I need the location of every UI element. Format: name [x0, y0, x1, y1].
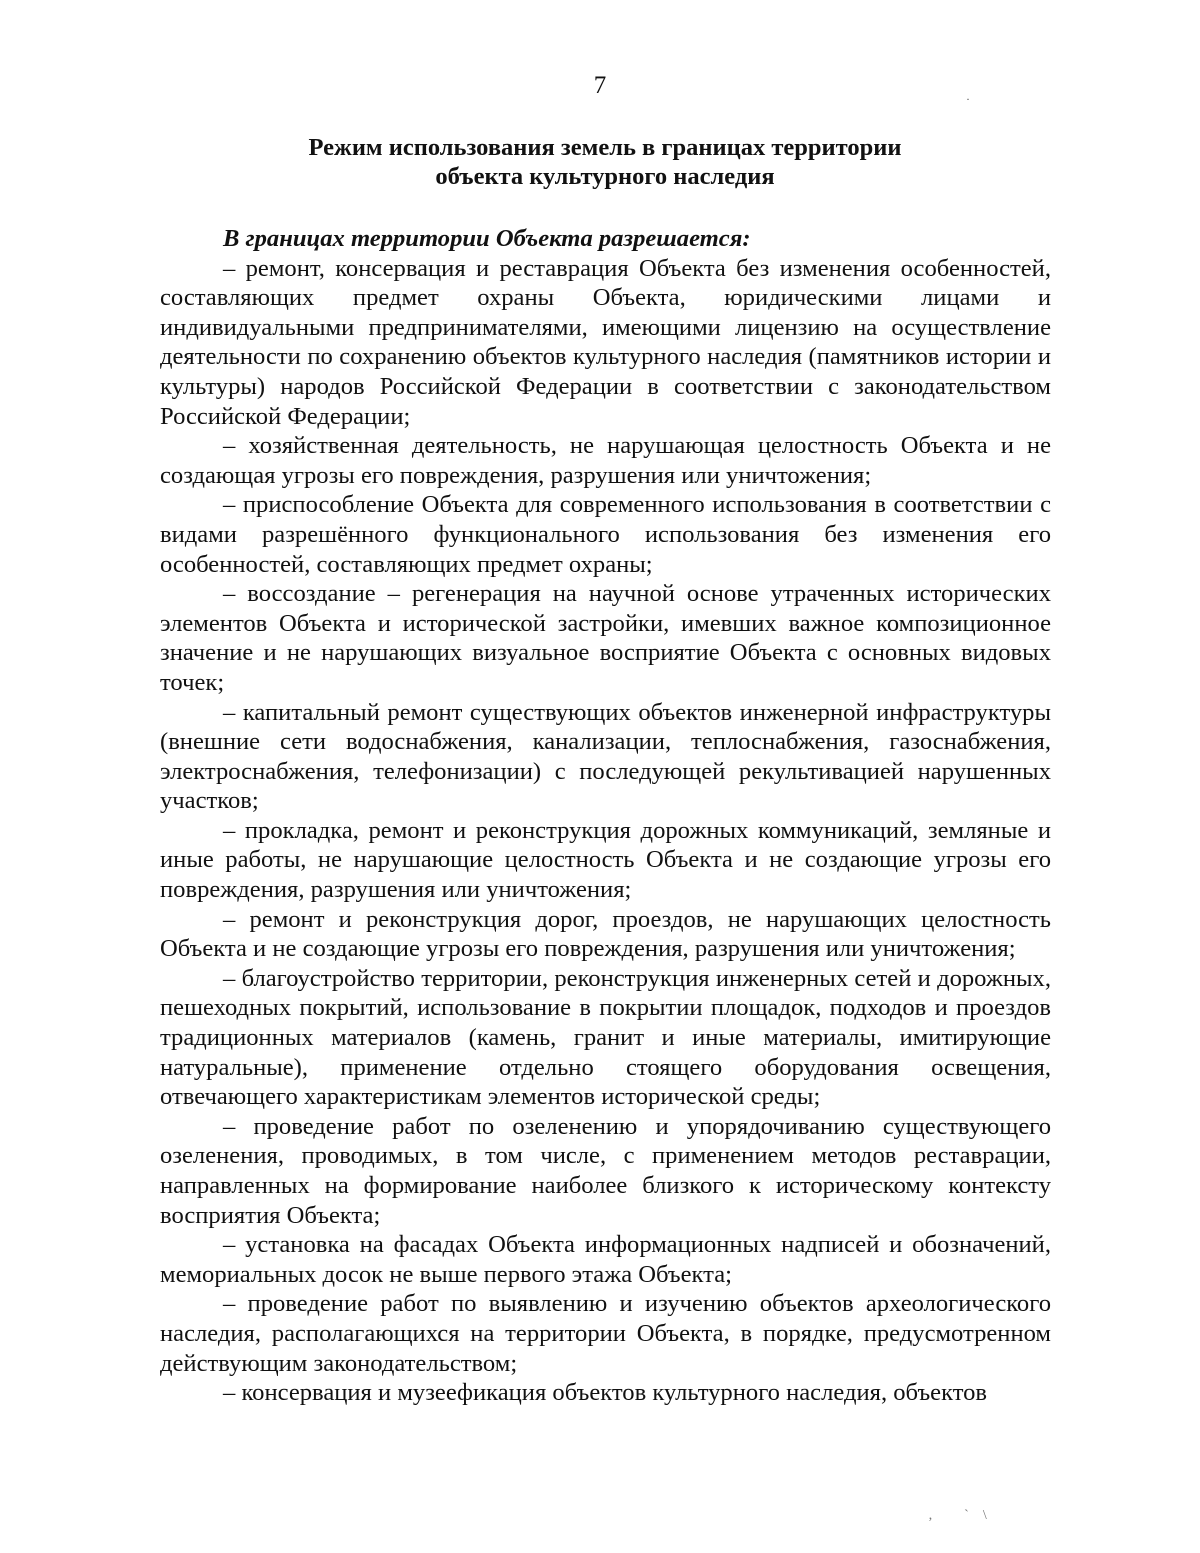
- scan-speck: ·: [966, 92, 970, 106]
- list-item: – ремонт, консервация и реставрация Объекта без изменения особенностей, составляющих предмет охраны Объекта, юридическими лицами и индивидуальными предпринимателями, имеющими лицензию на осуществление деятельности по сохранению объектов культурного наследия (памятников истории и культуры) народов Российской Федерации в соответствии с законодательством Российской Федерации;: [160, 254, 1051, 430]
- title-line-1: Режим использования земель в границах территории: [308, 134, 902, 161]
- list-item: – приспособление Объекта для современного использования в соответствии с видами разрешённого функционального использования без изменения его особенностей, составляющих предмет охраны;: [160, 491, 1051, 578]
- list-item: – проведение работ по озеленению и упорядочиванию существующего озеленения, проводимых, в том числе, с применением методов реставрации, направленных на формирование наиболее близкого к историческому контексту восприятия Объекта;: [160, 1112, 1051, 1229]
- list-item: – ремонт и реконструкция дорог, проездов, не нарушающих целостность Объекта и не создающие угрозы его повреждения, разрушения или уничтожения;: [160, 905, 1051, 963]
- page-number: 7: [593, 72, 607, 99]
- title-line-2: объекта культурного наследия: [435, 163, 775, 190]
- list-item: – установка на фасадах Объекта информационных надписей и обозначений, мемориальных досок не выше первого этажа Объекта;: [160, 1231, 1051, 1288]
- section-subheading: В границах территории Объекта разрешается:: [223, 225, 751, 252]
- list-item: – капитальный ремонт существующих объектов инженерной инфраструктуры (внешние сети водоснабжения, канализации, теплоснабжения, газоснабжения, электроснабжения, телефонизации) с последующей рекультивацией нарушенных участков;: [160, 698, 1051, 815]
- list-item: – воссоздание – регенерация на научной основе утраченных исторических элементов Объекта и исторической застройки, имевших важное композиционное значение и не нарушающих визуальное восприятие Объекта с основных видовых точек;: [160, 580, 1051, 696]
- list-item: – прокладка, ремонт и реконструкция дорожных коммуникаций, земляные и иные работы, не нарушающие целостность Объекта и не создающие угрозы его повреждения, разрушения или уничтожения;: [160, 816, 1051, 904]
- document-body: [160, 224, 1051, 1408]
- list-item: – проведение работ по выявлению и изучению объектов археологического наследия, располагающихся на территории Объекта, в порядке, предусмотренном действующим законодательством;: [160, 1290, 1051, 1377]
- list-item: – консервация и музеефикация объектов культурного наследия, объектов: [223, 1379, 988, 1407]
- list-item: – благоустройство территории, реконструкция инженерных сетей и дорожных, пешеходных покрытий, использование в покрытии площадок, подходов и проездов традиционных материалов (камень, гранит и иные материалы, имитирующие натуральные), применение отдельно стоящего оборудования освещения, отвечающего характеристикам элементов исторической среды;: [160, 964, 1051, 1111]
- scan-marks: ‚ `\: [928, 1508, 1001, 1523]
- document-title: [160, 133, 1050, 191]
- list-item: – хозяйственная деятельность, не нарушающая целостность Объекта и не создающая угрозы его повреждения, разрушения или уничтожения;: [160, 432, 1051, 489]
